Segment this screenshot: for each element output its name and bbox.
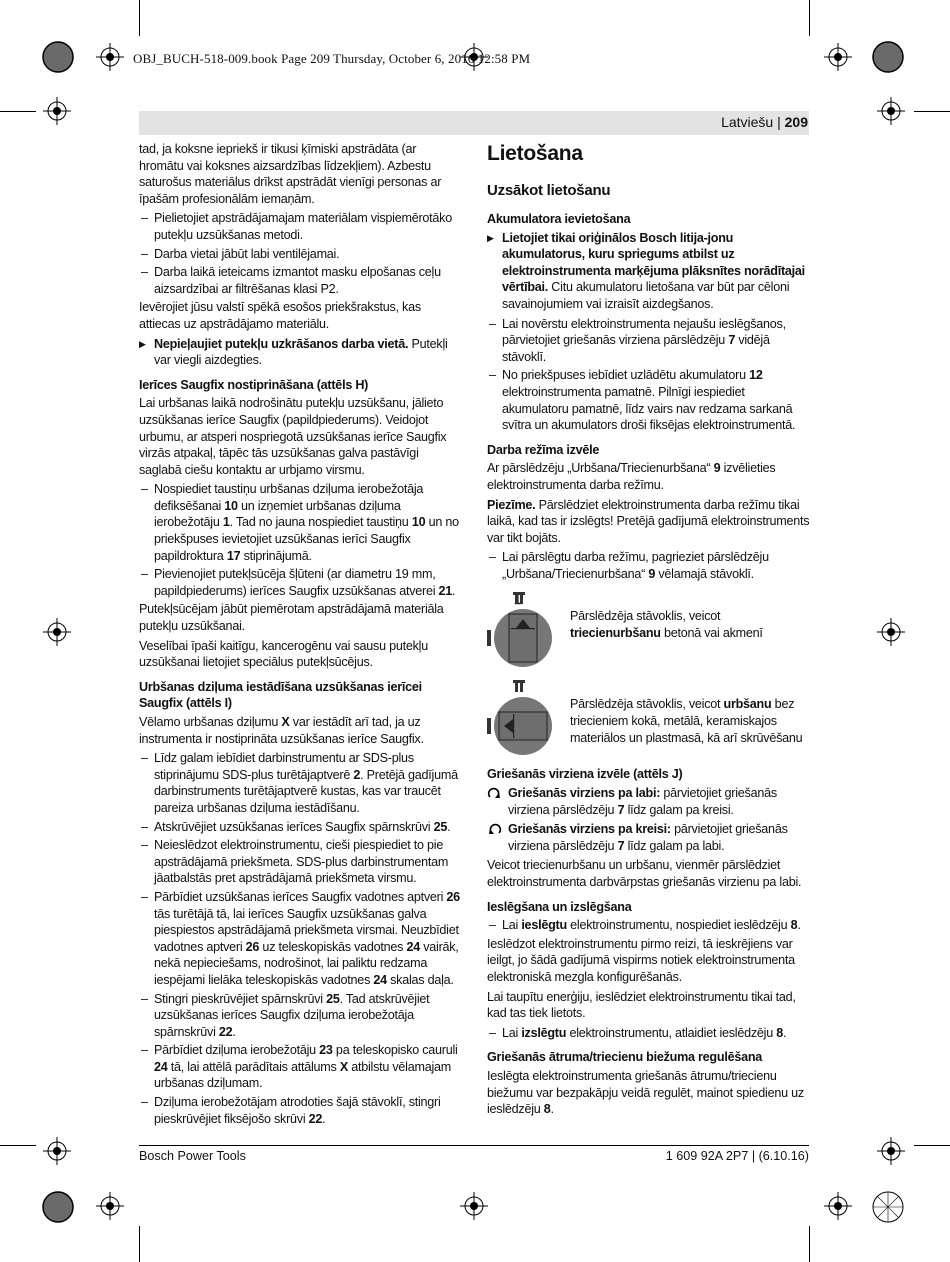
crosshair-icon <box>96 43 124 71</box>
list-item: – Darba vietai jābūt labi ventilējamai. <box>139 246 462 263</box>
paragraph: Ieslēgta elektroinstrumenta griešanās ātrumu/triecienu biežumu var bezpakāpju veidā regulēt, mainot spiedienu uz ieslēdzēju 8. <box>487 1068 804 1117</box>
crosshair-icon <box>43 1137 71 1165</box>
paragraph: Ievērojiet jūsu valstī spēkā esošos priekšrakstus, kas attiecas uz apstrādājamo materiālu. <box>139 300 421 331</box>
running-head: Latviešu | 209 <box>721 114 808 130</box>
section-heading: Griešanās virziena izvēle (attēls J) <box>487 767 683 782</box>
paragraph: Veselībai īpaši kaitīgu, kancerogēnu vai sausu putekļu uzsūkšanai lietojiet speciālus putekļsūcējus. <box>139 638 428 670</box>
crosshair-icon <box>43 97 71 125</box>
section-heading: Urbšanas dziļuma iestādīšana uzsūkšanas ierīcei Saugfix (attēls I) <box>139 679 422 711</box>
rotate-right-icon <box>487 786 502 800</box>
section-heading: Ierīces Saugfix nostiprināšana (attēls H) <box>139 377 369 392</box>
crosshair-icon <box>824 1192 852 1220</box>
rotate-left-icon <box>487 822 502 836</box>
paragraph: Ar pārslēdzēju „Urbšana/Triecienurbšana“ 9 izvēlieties elektroinstrumenta darba režīmu. <box>487 461 776 492</box>
list-item: – Līdz galam iebīdiet darbinstrumentu ar SDS-plus stiprinājumu SDS-plus turētājaptverē 2. Pretējā gadījumā darbinstruments turētājaptverē kustas, kas var traucēt pareiza urbšanas dziļuma iestādīšanu. <box>139 750 462 816</box>
list-item: – Lai ieslēgtu elektroinstrumentu, nospiediet ieslēdzēju 8. <box>487 917 810 934</box>
drilling-dial-icon <box>487 676 559 758</box>
list-item: – Lai novērstu elektroinstrumenta nejaušu ieslēgšanos, pārvietojiet griešanās virziena pārslēdzēju 7 vidējā stāvoklī. <box>487 316 810 366</box>
list-item: – Pielietojiet apstrādājamajam materiālam vispiemērotāko putekļu uzsūkšanas metodi. <box>139 210 462 243</box>
section-heading: Akumulatora ievietošana <box>487 212 631 226</box>
list-item: – Stingri pieskrūvējiet spārnskrūvi 25. Tad atskrūvējiet uzsūkšanas ierīces Saugfix dziļuma ierobežotāja spārnskrūvi 22. <box>139 991 462 1041</box>
list-item: – Atskrūvējiet uzsūkšanas ierīces Saugfix spārnskrūvi 25. <box>139 819 462 836</box>
left-column <box>139 141 462 1129</box>
hammer-drill-dial-icon <box>487 588 559 670</box>
paragraph: Ieslēdzot elektroinstrumentu pirmo reizi, tā ieskrējiens var ieilgt, jo šādā gadījumā vispirms notiek elektroinstrumenta elektroniskā mezgla konfigurēšanās. <box>487 936 795 984</box>
crosshair-icon <box>824 43 852 71</box>
dial-description: Pārslēdzēja stāvoklis, veicot triecienurbšanu betonā vai akmenī <box>570 609 763 641</box>
list-item: – Neieslēdzot elektroinstrumentu, cieši piespiediet to pie apstrādājamā priekšmeta. SDS-plus darbinstrumentam jāatbalstās pret apstrādājamā priekšmeta virsmu. <box>139 837 462 887</box>
section-heading: Ieslēgšana un izslēgšana <box>487 899 632 914</box>
crosshair-icon <box>877 97 905 125</box>
section-heading: Griešanās ātruma/triecienu biežuma regulēšana <box>487 1050 763 1065</box>
paragraph: tad, ja koksne iepriekš ir tikusi ķīmiski apstrādāta (ar hromātu vai koksnes aizsardzības līdzekļiem). Azbestu saturošus materiālus drīkst apstrādāt vienīgi personas ar īpašām profesionālām iemaņām. <box>139 142 442 206</box>
dial-hammer-drill <box>487 588 810 670</box>
paragraph: Putekļsūcējam jābūt piemērotam apstrādājamā materiāla putekļu uzsūkšanai. <box>139 602 444 634</box>
paragraph: Lai urbšanas laikā nodrošinātu putekļu uzsūkšanu, jālieto uzsūkšanas ierīce Saugfix (papildpiederums). Veidojot urbumu, ar atsperi nospriegotā uzsūkšanas ierīce Saugfix virzās atpakaļ, tāpēc tās uzsūkšanas galva pastāvīgi saglabā ciešu kontaktu ar urbjamo virsmu. <box>139 396 447 477</box>
crosshair-icon <box>96 1192 124 1220</box>
warning-item: ▶ Lietojiet tikai oriģinālos Bosch litija-jonu akumulatorus, kuru spriegums atbilst uz elektroinstrumenta marķējuma plāksnītes norādītajai vērtībai. Citu akumulatoru lietošana var būt par cēloni savainojumiem vai izraisīt aizdegšanos. <box>487 230 810 313</box>
right-column <box>487 141 810 1121</box>
crosshair-icon <box>43 618 71 646</box>
list-item: – Dziļuma ierobežotājam atrodoties šajā stāvoklī, stingri pieskrūvējiet fiksējošo skrūvi 22. <box>139 1094 462 1127</box>
paragraph: Lai taupītu enerģiju, ieslēdziet elektroinstrumentu tikai tad, kad tas tiek lietots. <box>487 989 796 1021</box>
rotation-right-item: Griešanās virziens pa labi: pārvietojiet griešanās virziena pārslēdzēju 7 līdz galam pa kreisi. <box>487 785 810 818</box>
paragraph: Veicot triecienurbšanu un urbšanu, vienmēr pārslēdziet elektroinstrumenta darbvārpstas griešanās virzienu pa labi. <box>487 858 802 890</box>
note: Piezīme. Pārslēdziet elektroinstrumenta darba režīmu tikai laikā, kad tas ir izslēgts! Pretējā gadījumā elektroinstruments var tikt bojāts. <box>487 497 810 545</box>
page-number: 209 <box>784 114 808 130</box>
paragraph: Vēlamo urbšanas dziļumu X var iestādīt arī tad, ja uz instrumenta ir nostiprināta uzsūkšanas ierīce Saugfix. <box>139 715 424 746</box>
book-header: OBJ_BUCH-518-009.book Page 209 Thursday, October 6, 2016 12:58 PM <box>133 51 531 66</box>
warning-item: ▶ Nepieļaujiet putekļu uzkrāšanos darba vietā. Putekļi var viegli aizdegties. <box>139 336 462 369</box>
crosshair-icon <box>460 1192 488 1220</box>
footer-rule <box>139 1145 809 1146</box>
header-bar <box>139 111 809 135</box>
footer-publisher: Bosch Power Tools <box>139 1149 246 1163</box>
rotation-left-item: Griešanās virziens pa kreisi: pārvietojiet griešanās virziena pārslēdzēju 7 līdz galam pa labi. <box>487 821 810 854</box>
running-head-language: Latviešu <box>721 114 774 130</box>
list-item: – Pārbīdiet uzsūkšanas ierīces Saugfix vadotnes aptveri 26 tās turētājā tā, lai ierīces Saugfix uzsūkšanas galva piespiestos apstrādājamā priekšmeta virsmai. Neuzbīdiet vadotnes aptveri 26 uz teleskopiskās vadotnes 24 vairāk, nekā nepieciešams, nodrošinot, lai paliktu redzama iespējami lielāka teleskopiskās vadotnes 24 skalas daļa. <box>139 889 462 989</box>
dial-description: Pārslēdzēja stāvoklis, veicot urbšanu bez triecieniem kokā, metālā, keramiskajos materiālos un plastmasā, kā arī skrūvēšanu <box>570 697 803 745</box>
footer-doc-number: 1 609 92A 2P7 | (6.10.16) <box>665 1149 809 1163</box>
dial-drilling <box>487 676 810 758</box>
list-item: – Lai pārslēgtu darba režīmu, pagrieziet pārslēdzēju „Urbšana/Triecienurbšana“ 9 vēlamajā stāvoklī. <box>487 549 810 582</box>
list-item: – Darba laikā ieteicams izmantot masku elpošanas ceļu aizsardzībai ar filtrēšanas klasi P2. <box>139 264 462 297</box>
crosshair-icon <box>877 1137 905 1165</box>
list-item: – Lai izslēgtu elektroinstrumentu, atlaidiet ieslēdzēju 8. <box>487 1025 810 1042</box>
registration-circle-icon <box>871 1190 905 1224</box>
registration-circle-icon <box>41 40 75 74</box>
section-heading: Darba režīma izvēle <box>487 442 600 457</box>
section-title: Uzsākot lietošanu <box>487 182 611 199</box>
registration-circle-icon <box>871 40 905 74</box>
list-item: – Pievienojiet putekļsūcēja šļūteni (ar diametru 19 mm, papildpiederums) ierīces Saugfix uzsūkšanas atverei 21. <box>139 566 462 599</box>
registration-circle-icon <box>41 1190 75 1224</box>
list-item: – No priekšpuses iebīdiet uzlādētu akumulatoru 12 elektroinstrumenta pamatnē. Pilnīgi iespiediet akumulatoru pamatnē, līdz vairs nav redzama sarkanā svītra un akumulators droši fiksējas elektroinstrumentā. <box>487 367 810 433</box>
list-item: – Nospiediet taustiņu urbšanas dziļuma ierobežotāja defiksēšanai 10 un izņemiet urbšanas dziļuma ierobežotāju 1. Tad no jauna nospiediet taustiņu 10 un no priekšpuses ievietojiet uzsūkšanas ierīci Saugfix papildroktura 17 stiprinājumā. <box>139 481 462 564</box>
crosshair-icon <box>877 618 905 646</box>
chapter-title: Lietošana <box>487 142 583 165</box>
list-item: – Pārbīdiet dziļuma ierobežotāju 23 pa teleskopisko cauruli 24 tā, lai attēlā parādītais attālums X atbilstu vēlamajam urbšanas dziļumam. <box>139 1042 462 1092</box>
